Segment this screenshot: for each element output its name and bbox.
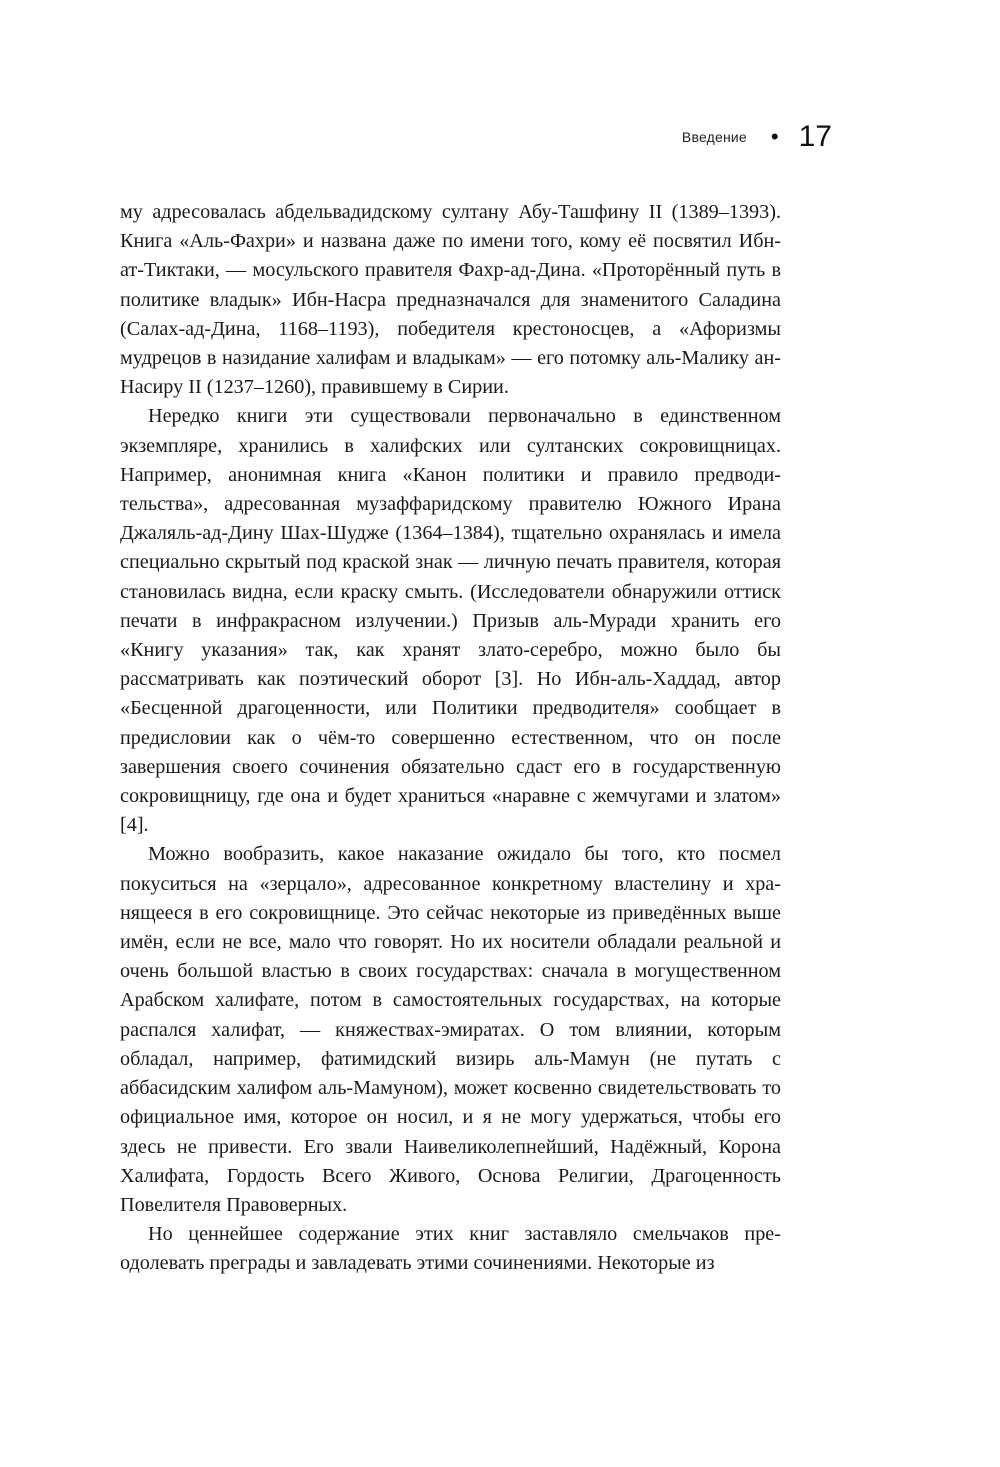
bullet-separator-icon: • bbox=[770, 124, 779, 149]
running-head bbox=[682, 120, 832, 154]
paragraph: Нередко книги эти существовали первоначально в единственном экземпляре, хранились в халифских или султанских сокровищницах. Например, анонимная книга «Канон политики и правило предводительства», адресованная музаффаридскому правителю Южного Ирана Джаляль-ад-Дину Шах-Шудже (1364–1384), тщательно охранялась и имела специально скрытый под краской знак — личную печать правителя, которая становилась видна, если краску смыть. (Исследователи обнаружили оттиск печати в инфракрасном излучении.) Призыв аль-Муради хранить его «Книгу указания» так, как хранят злато-серебро, можно было бы рассматривать как поэтический оборот [3]. Но Ибн-аль-Хаддад, автор «Бесценной драгоценности, или Политики предводителя» сообщает в предисловии как о чём-то совершенно естественном, что он после завершения своего сочинения обязательно сдаст его в государственную сокровищницу, где она и будет храниться «наравне с жемчугами и златом» [4]. bbox=[120, 405, 781, 837]
section-title: Введение bbox=[681, 129, 747, 145]
page-number: 17 bbox=[798, 120, 832, 153]
body-text bbox=[120, 198, 781, 1279]
paragraph-continuation: му адресовалась абдельвадидскому султану Абу-Ташфину II (1389–1393). Книга «Аль-Фахри» и названа даже по имени того, кому её посвятил Ибн-ат-Тиктаки, — мосульского правителя Фахр-ад-Дина. «Проторённый путь в политике владык» Ибн-Насра предназначался для знаменитого Саладина (Салах-ад-Дина, 1168–1193), победителя крестоносцев, а «Афоризмы мудрецов в назидание халифам и владыкам» — его потомку аль-Малику ан-Насиру II (1237–1260), правившему в Сирии. bbox=[120, 201, 781, 399]
paragraph: Можно вообразить, какое наказание ожидало бы того, кто посмел покуситься на «зерцало», адресованное конкретному властелину и хранящееся в его сокровищнице. Это сейчас некоторые из приведённых выше имён, если не все, мало что говорят. Но их носители обладали реальной и очень большой властью в своих государствах: сначала в могущественном Арабском халифате, потом в самостоятельных государствах, на которые распался халифат, — княжествах-эмиратах. О том влиянии, которым обладал, например, фатимидский визирь аль-Мамун (не путать с аббасидским халифом аль-Мамуном), может косвенно свидетельствовать то официальное имя, которое он носил, и я не могу удержаться, чтобы его здесь не привести. Его звали Наивеликолепнейший, Надёжный, Корона Халифата, Гордость Всего Живого, Основа Религии, Драгоценность Повелителя Правоверных. bbox=[120, 843, 781, 1216]
paragraph: Но ценнейшее содержание этих книг заставляло смельчаков преодолевать преграды и завладевать этими сочинениями. Некоторые из bbox=[120, 1223, 781, 1275]
